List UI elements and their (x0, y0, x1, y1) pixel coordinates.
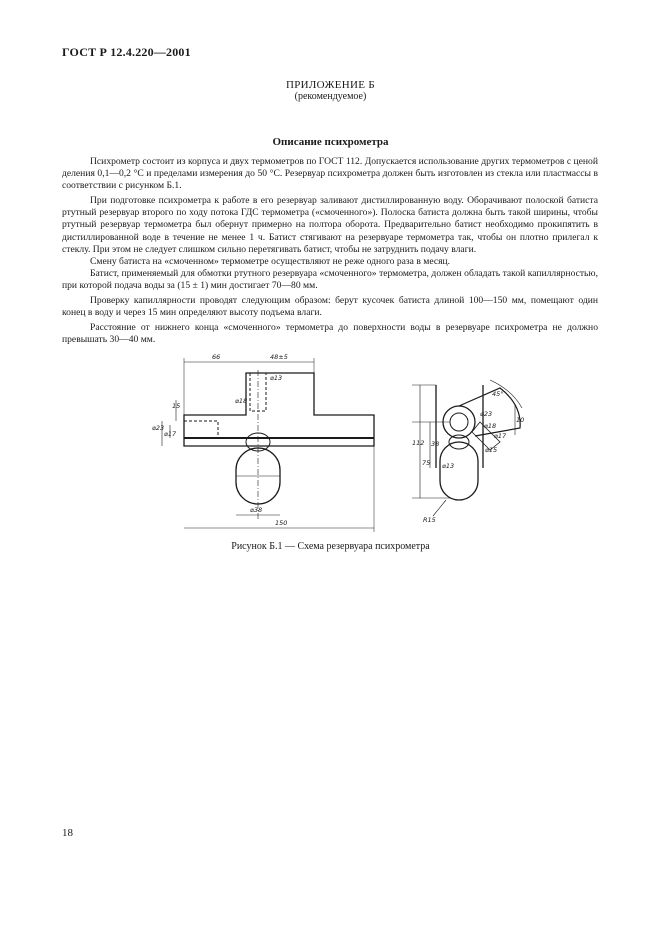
dim-66: 66 (212, 353, 221, 361)
psychrometer-drawing (150, 350, 530, 535)
dim-15: 15 (172, 402, 181, 410)
dim-38: ⌀38 (250, 506, 263, 514)
dim-15-side: ⌀15 (485, 446, 498, 454)
section-title: Описание психрометра (272, 136, 389, 148)
front-view (162, 358, 374, 532)
paragraph: Батист, применяемый для обмотки ртутного резервуара «смоченного» термометра, должен обладать такой капиллярностью, при которой подача воды за (15 ± 1) мин достигает 70—80 мм. (62, 267, 598, 291)
standard-header: ГОСТ Р 12.4.220—2001 (62, 45, 191, 59)
paragraph: При подготовке психрометра к работе в его резервуар заливают дистиллированную воду. Оборачивают полоской батиста ртутный резервуар второго по ходу потока ГДС термометра («смоченного»). Полоска батиста должна быть такой ширины, чтобы ртутный резервуар термометра был обернут примерно на полтора оборота. Предварительно батист необходимо прокипятить в дистиллированной воде в течение не менее 1 ч. Батист стягивают на резервуаре термометра так, чтобы он плотно прилегал к стеклу. При этом не следует слишком сильно перетягивать батист, чтобы не затруднить подачу влаги. (62, 195, 598, 255)
paragraph: Расстояние от нижнего конца «смоченного» термометра до поверхности воды в резервуаре психрометра не должно превышать 30—40 мм. (62, 322, 598, 346)
dim-150: 150 (275, 519, 288, 527)
paragraph: Психрометр состоит из корпуса и двух термометров по ГОСТ 112. Допускается использование других термометров с ценой деления 0,1—0,2 °С и пределами измерения до 50 °С. Резервуар психрометра должен быть изготовлен из стекла или пластмассы в соответствии с рисунком Б.1. (62, 156, 598, 192)
dim-18-side: ⌀18 (484, 422, 497, 430)
dim-r15: R15 (423, 516, 436, 524)
dim-38-side: 38 (431, 440, 440, 448)
page-number: 18 (62, 827, 73, 839)
dim-45deg: 45° (492, 390, 504, 398)
dim-48: 48±5 (270, 353, 288, 361)
dim-17-side: ⌀17 (494, 432, 507, 440)
paragraph: Смену батиста на «смоченном» термометре осуществляют не реже одного раза в месяц. (90, 255, 451, 267)
body-text (62, 156, 598, 346)
psychrometer-figure (150, 350, 530, 540)
dim-17: ⌀17 (164, 430, 177, 438)
dim-13-side: ⌀13 (442, 462, 455, 470)
dim-75: 75 (422, 459, 431, 467)
figure-caption: Рисунок Б.1 — Схема резервуара психрометра (231, 541, 430, 552)
annex-title: ПРИЛОЖЕНИЕ Б (286, 79, 375, 91)
dim-23: ⌀23 (152, 424, 165, 432)
annex-subtitle: (рекомендуемое) (294, 91, 367, 102)
dim-13: ⌀13 (270, 374, 283, 382)
dim-10: 10 (516, 416, 525, 424)
dim-23-side: ⌀23 (480, 410, 493, 418)
dim-112: 112 (412, 439, 425, 447)
dim-18: ⌀18 (235, 397, 248, 405)
paragraph: Проверку капиллярности проводят следующим образом: берут кусочек батиста длиной 100—150 мм, помещают один конец в воду и через 15 мин определяют высоту подъема влаги. (62, 295, 598, 319)
side-view (412, 380, 525, 516)
